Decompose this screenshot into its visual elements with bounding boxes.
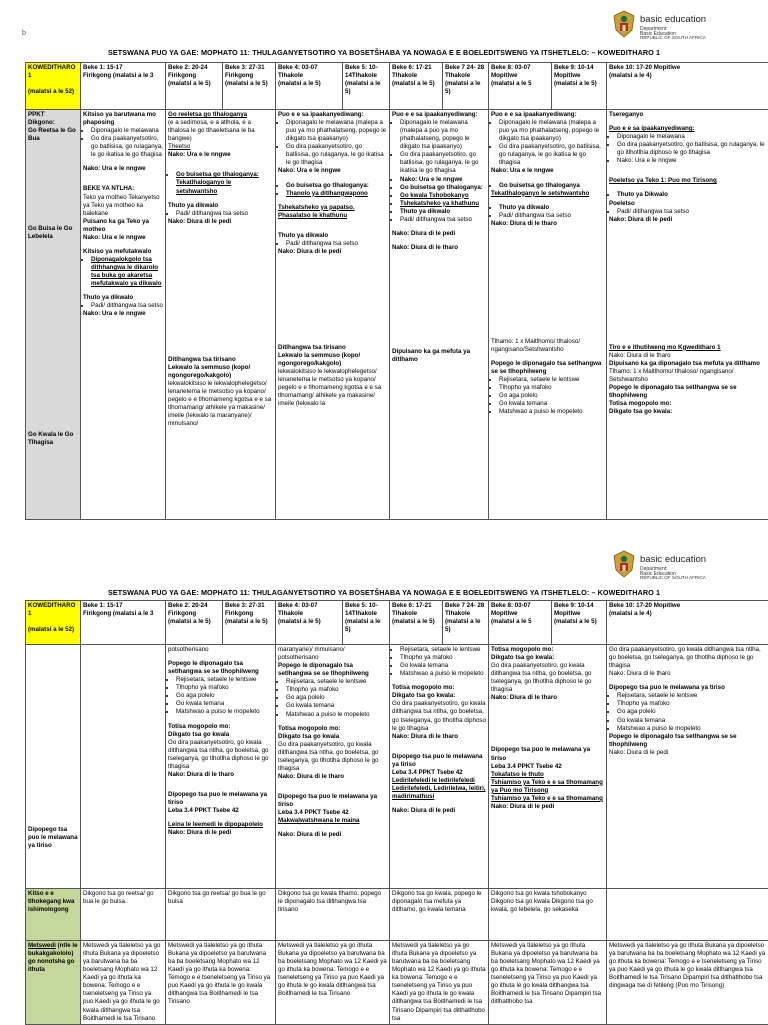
week-4-5-content: maranyane)/ mmulsano/ potsotherisano Popego le diponagalo tsa setlhangwa se se tlhophilweng • Rejisetara, setaele le lentswe • Tlhopho ya mafoko • Go aga polelo • Go kwala temana • Matshwao a puiso le mopeleto Totisa mogopolo mo: Dikgato tsa go kwala Go dira paakanyetsotiro, go kwala ditlhangwa tsa ntlha, go boeletsa, go tseleganya, go tlhotlha diphoso le go tlhagisa Nako: Diura di le tharo Dipopego tsa puo le melawana ya tiriso Leba 3.4 PPKT Tsebe 42 Makwalwatshwana le maina Nako: Diura di le pedi xyxy=(276,645,390,889)
kitso-week-8-9: Dikgono tsa go kwala tshobokanyo Dikgono tsa go kwala Dikgono tsa go kwala, go lebelela, go sekaseka xyxy=(489,889,607,941)
header-week-9: Beke 9: 10-14 Mopitlwe (malatsi a le 5) xyxy=(552,63,607,110)
side-label-kitso: Kitso e e tlhokegang kwa ishimologong xyxy=(26,889,81,941)
dbe-logo xyxy=(612,548,752,582)
side-label-metswedi: Metswedi (ntle le bukakgakololo) go nonotsha go ithuta xyxy=(26,941,81,1025)
header-week-4: Beke 4: 03-07 Tlhakole (malatsi a le 5) xyxy=(276,601,343,645)
header-week-2: Beke 2: 20-24 Firikgong (malatsi a le 5) xyxy=(166,601,223,645)
content-row xyxy=(26,645,768,889)
prior-knowledge-row xyxy=(26,889,768,941)
logo-line-3: Basic Education xyxy=(640,31,676,37)
header-week-7: Beke 7 24- 28 Tlhakole (malatsi a le 5) xyxy=(443,63,489,110)
header-week-1: Beke 1: 15-17 Firikgong (malatsi a le 3 xyxy=(81,63,166,110)
metswedi-week-8-9: Metswedi ya tlaleletso ya go ithuta Bukana ya dipoeletso ya barutwana ba ba boeletsang Mophato wa 12 Kaedi ya go ithuta ka bowena: Temogo e e tseneletseng ya Tiriso ya puo Kaedi ya go ithuta le go kwala ditlhangwa tsa Boitlhamedi le tsa Tirisano Dipampiri tsa ditlhatlhobo tsa xyxy=(489,941,607,1025)
metswedi-week-4-5: Metswedi ya tlaleletso ya go ithuta Bukana ya dipoeletso ya barutwana ba ba boeletsang Mophato wa 12 Kaedi ya go ithuta ka bowena: Temogo e e tseneletseng ya Tiriso ya puo Kaedi ya go ithuta le go kwala ditlhangwa tsa Boitlhamedi le tsa Tirisano xyxy=(276,941,390,1025)
kitso-week-2-3: Dikgono tsa go reetsa/ go bua le go buisa xyxy=(166,889,276,941)
header-week-5: Beke 5: 10-14Tlhakole (malatsi a le 5) xyxy=(343,63,390,110)
header-week-1: Beke 1: 15-17 Firikgong (malatsi a le 3 xyxy=(81,601,166,645)
week-10-content: Go dira paakanyetsotiro, go kwala ditlhangwa tsa ntlha, go boeletsa, go tseleganya, go tlhotlha diphoso le go tlhagisa Nako: Diura di le tharo Dipopego tsa puo le melawana ya tiriso • Rejisetara, setaele le lentswe • Tlhopho ya mafoko • Go aga polelo • Go kwala temana • Matshwao a puiso le mopeleto Popego le diponagalo tsa setlhangwa se se tlhophilweng Nako: Diura di le pedi xyxy=(607,645,768,889)
logo-line-4: REPUBLIC OF SOUTH AFRICA xyxy=(640,575,706,580)
header-week-6: Beke 6: 17-21 Tlhakole (malatsi a le 5) xyxy=(390,601,443,645)
header-week-5: Beke 5: 10-14Tlhakole (malatsi a le 5) xyxy=(343,601,390,645)
header-week-6: Beke 6: 17-21 Tlhakole (malatsi a le 5) xyxy=(390,63,443,110)
header-week-7: Beke 7 24- 28 Tlhakole (malatsi a le 5) xyxy=(443,601,489,645)
week-2-3-content: Go reeletsa go tlhaloganya (e a sedimosa, e a atlhola, e a tlhalosa le go tlhaeletsana le ba bangwe) Theetso Nako: Ura e le nngwe • Go buisetsa go tlhaloganya: Tekatlhaloganyo le setshwantsho Thuto ya dikwalo • Padi/ ditlhangwa tsa setso Nako: Diura di le pedi Ditlhangwa tsa tirisano Lekwalo la semmuso (kopo/ ngongorego/kakgolo) lekwalokitsiso le lekwalophelegetso/ lenanetema le metsotso ya kopano/ pegelo e e tlhomameng kgotsa e e sa tlhomamang/ athikele ya makasine/ imeile (lekwalo la maranyane)/ mmulsano/ xyxy=(166,110,276,520)
kitso-week-1: Dikgono tsa go reetsa/ go bua le go buisa. xyxy=(81,889,166,941)
header-row xyxy=(26,63,768,110)
metswedi-week-1: Metswedi ya tlaleletso ya go ithuta Bukana ya dipoeletso ya barutwana ba ba boeletsang Mophato wa 12 Kaedi ya go ithuta ka bowena: Temogo e e tseneletseng ya Tiriso ya puo Kaedi ya go ithuta le go kwala ditlhangwa tsa Boitlhamedi le tsa Tirisano xyxy=(81,941,166,1025)
week-10-content: Tsereganyo Puo e e sa ipaakanyediwang: • Diponagalo le melawana • Go dira paakanyetsotiro, go batlisisa, go rulaganya, le go itlhotlhia diphoso le go tlhagisa • Nako: Ura e le nngwe Poeletso ya Teko 1: Puo mo Tirisong • Thuto ya Dikwalo Poeletso • Padi/ ditlhangwa tsa setso Nako: Diura di le pedi Tiro e e ithutilweng mo Kgweditharo 1 Nako: Diura di le tharo Dipuisano ka ga diponagalo tsa mefuta ya ditlhamo Tlhamo: 1 x Maitlhomo/ tlhaloso/ ngangisano/ Setshwantsho Popego le diponagalo tsa setlhangwa se se tlhophilweng Totisa mogopolo mo: Dikgato tsa go kwala: xyxy=(607,110,768,520)
kitso-week-10 xyxy=(607,889,768,941)
week-6-7-content: • Rejisetara, setaele le lentswe • Tlhopho ya mafoko • Go kwala temana • Matshwao a puiso le mopeleto Totisa mogopolo mo: Dikgato tsa go kwala: Go dira paakanyetsotiro, go kwala ditlhangwa tsa ntlha, go boeletsa, go tseleganya, go tlhotlha diphoso le go tlhagisa Nako: Diura di le tharo Dipopego tsa puo le melawana ya tiriso Leba 3.4 PPKT Tsebe 42 Ledirilefeledi le ledirilefeledi Ledirilefeledi, Ledirilelwa, leitiri, madirimathusi Nako: Diura di le pedi xyxy=(390,645,489,889)
week-8-9-content: Puo e e sa ipaakanyediwang: • Diponagalo le melawana (malepa a puo ya mo phathalatseng, popego le dikgato tsa ipaakanyo) • Go dira paakanyetsotiro, go batlisisa, go rulaganya, le go ikatisa le go tlhagisa Nako: Ura e le nngwe • Go buisetsa go tlhaloganya Tekatlhaloganyo le setshwantsho • Thuto ya dikwalo • Padi/ ditlhangwa tsa setso Nako: Diura di le tharo Tlhamo: 1 x Maitlhomo/ tlhaloso/ ngangisano/Setshwantsho Popego le diponagalo tsa setlhangwa se se tlhophilweng • Rejisetara, setaele le lentswe • Tlhopho ya mafoko • Go aga polelo • Go kwala temana • Matshwao a puiso le mopeleto xyxy=(489,110,607,520)
week-1-content xyxy=(81,645,166,889)
header-week-10: Beke 10: 17-20 Mopitlwe (malatsi a le 4) xyxy=(607,601,768,645)
schedule-table-1 xyxy=(25,62,768,520)
week-4-5-content: Puo e e sa ipaakanyediwang: • Diponagalo le melawana (malepa a puo ya mo phathalatseng, popego le dikgato tsa ipaakanyo) • Go dira paakanyetsotiro, go batlisisa, go rulaganya, le go ikatisa le go tlhagisa Nako: Ura e le nngwe • Go buisetsa go tlhaloganya: • Thanolo ya ditlhangwapono Tshekatsheko ya papatso. Phasalatso le khathunu Thuto ya dikwalo • Padi/ ditlhangwa tsa setso Nako: Diura di le pedi Ditlhangwa tsa tirisano Lekwalo la semmuso (kopo/ ngongorego/kakgolo) lekwalokitsiso le lekwalophelegetso/ lenanetema le metsotso ya kopano/ pegelo e e tlhomameng kgotsa e e sa tlhomamang/ athikele ya makasine/ imeile (lekwalo la xyxy=(276,110,390,520)
coat-of-arms-icon xyxy=(612,10,636,38)
logo-line-1: basic education xyxy=(640,554,706,565)
week-2-3-content: potsotherisano Popego le diponagalo tsa setlhangwa se se tlhophilweng • Rejisetara, setaele le lentswe • Tlhopho ya mafoko • Go aga polelo • Go kwala temana • Matshwao a puiso le mopeleto Totisa mogopolo mo: Dikgato tsa go kwala Go dira paakanyetsotiro, go kwala ditlhangwa tsa ntlha, go boeletsa, go tseleganya, go tlhotlha diphoso le go tlhagisa Nako: Diura di le tharo Dipopego tsa puo le melawana ya tiriso Leba 3.4 PPKT Tsebe 42 Leina le leemedi le dipopapolelo Nako: Diura di le pedi xyxy=(166,645,276,889)
week-6-7-content: Puo e e sa ipaakanyediwang: • Diponagalo le melawana (malepa a puo ya mo phathalatseng, popego le dikgato tsa ipaakanyo) • Go dira paakanyetsotiro, go batlisisa, go rulaganya, le go ikatisa le go tlhagisa • Nako: Ura e le nngwe • Go buisetsa go tlhaloganya: • Go kwala Tshobokanyo • Tshekatsheko ya khathunu • Thuto ya dikwalo • Padi/ ditlhangwa tsa setso Nako: Diura di le pedi Nako: Diura di le tharo Dipuisano ka ga mefuta ya ditlhamo xyxy=(390,110,489,520)
metswedi-week-10: Metswedi ya tlaleletso ya go ithuta Bukana ya dipoeletso ya barutwana ba ba boeletsang Mophato wa 12 Kaedi ya go ithuta ka bowena: Temogo e e tseneletseng ya Tiriso ya puo Kaedi ya go ithuta le go kwala ditlhangwa tsa Boitlhamedi le tsa Tirisano Dipampiri tsa ditlhatlhobo tsa dingwaga tse di fetileng (Puo mo Tirisong) xyxy=(607,941,768,1025)
resources-row xyxy=(26,941,768,1025)
header-week-3: Beke 3: 27-31 Firikgong (malatsi a le 5) xyxy=(223,601,276,645)
header-kwedi: KOWEDITHARO 1 (malatsi a le 52) xyxy=(26,601,81,645)
header-row xyxy=(26,601,768,645)
header-week-2: Beke 2: 20-24 Firikgong (malatsi a le 5) xyxy=(166,63,223,110)
content-row xyxy=(26,110,768,520)
schedule-table-2 xyxy=(25,600,768,1025)
header-kwedi: KOWEDITHARO 1 (malatsi a le 52) xyxy=(26,63,81,110)
metswedi-week-6-7: Metswedi ya tlaleletso ya go ithuta Bukana ya dipoeletso ya barutwana ba ba boeletsang Mophato wa 12 Kaedi ya go ithuta ka bowena: Temogo e e tseneletseng ya Tiriso ya puo Kaedi ya go ithuta le go kwala ditlhangwa tsa Boitlhamedi le tsa Tirisano Dipampiri tsa ditlhatlhobo tsa xyxy=(390,941,489,1025)
document-page-2 xyxy=(0,540,768,1024)
page-marker: b xyxy=(22,30,26,37)
metswedi-week-2-3: Metswedi ya tlaleletso ya go ithuta Bukana ya dipoeletso ya barutwana ba ba boeletsang Mophato wa 12 Kaedi ya go ithuta ka bowena: Temogo e e tseneletseng ya Tiriso ya puo Kaedi ya go ithuta le go kwala ditlhangwa tsa Boitlhamedi le tsa Tirisano xyxy=(166,941,276,1025)
header-week-9: Beke 9: 10-14 Mopitlwe (malatsi a le 5) xyxy=(552,601,607,645)
logo-line-2: Department: xyxy=(640,26,668,32)
week-8-9-content: Totisa mogopolo mo: Dikgato tsa go kwala: Go dira paakanyetsotiro, go kwala ditlhangwa tsa ntlha, go boeletsa, go tseleganya, go tlhotlha diphoso le go tlhagisa Nako: Diura di le tharo Dipopego tsa puo le melawana ya tiriso Leba 3.4 PPKT Tsebe 42 Tokafatso le thuto Tshiamiso ya Teko e e sa tlhomamang ya Puo mo Tirisong Tshiamiso ya Teko e e sa tlhomamang Nako: Diura di le pedi xyxy=(489,645,607,889)
logo-line-3: Basic Education xyxy=(640,571,676,577)
header-week-3: Beke 3: 27-31 Firikgong (malatsi a le 5) xyxy=(223,63,276,110)
kitso-week-6-7: Dikgono tsa go kwala, popego le diponagalo tsa mefuta ya ditlhamo, go kwala temana xyxy=(390,889,489,941)
logo-line-4: REPUBLIC OF SOUTH AFRICA xyxy=(640,35,706,40)
coat-of-arms-icon xyxy=(612,550,636,578)
header-week-4: Beke 4: 03-07 Tlhakole (malatsi a le 5) xyxy=(276,63,343,110)
header-week-8: Beke 8: 03-07 Mopitlwe (malatsi a le 5 xyxy=(489,63,552,110)
logo-line-2: Department: xyxy=(640,566,668,572)
document-title: SETSWANA PUO YA GAE: MOPHATO 11: THULAGANYETSOTIRO YA BOSETŠHABA YA NOWAGA E E BOELEDITSWENG YA ITSHETLELO: – KOWEDITHARO 1 xyxy=(0,588,768,597)
header-week-10: Beke 10: 17-20 Mopitlwe (malatsi a le 4) xyxy=(607,63,768,110)
header-week-8: Beke 8: 03-07 Mopitlwe (malatsi a le 5 xyxy=(489,601,552,645)
kitso-week-4-5: Dikgono tsa go kwala tlhamo, popego le diponagalo tsa ditlhangwa tsa tirisano xyxy=(276,889,390,941)
document-title: SETSWANA PUO YA GAE: MOPHATO 11: THULAGANYETSOTIRO YA BOSETŠHABA YA NOWAGA E E BOELEDITSWENG YA ITSHETLELO: – KOWEDITHARO 1 xyxy=(0,48,768,57)
side-label-dipopego: Dipopego tsa puo le melawana ya tiriso xyxy=(26,645,81,889)
logo-line-1: basic education xyxy=(640,14,706,25)
side-labels: PPKT Dikgono: Go Reetsa le Go Bua Go Buisa le Go Lebelela Go Kwala le Go Tlhagisa xyxy=(26,110,81,520)
dbe-logo xyxy=(612,8,752,42)
week-1-content: Kitsiso ya barutwana mo phaposing • Diponagalo le melawana • Go dira paakanyetsotiro, go batlisisa, go rulaganya, le go ikatisa le go tlhagisa Nako: Ura e le nngwe BEKE YA NTLHA: Teko ya motheo Tekanyetso ya Teko ya motheo ka balekane Puisano ka ga Teko ya motheo Nako: Ura e le nngwe Kitsiso ya mefutakwalo • Diponagalokgolo tsa dithhangwa le dikarolo tsa buka go akaretsa mefutakwalo ya dikwalo Thuto ya dikwalo • Padi/ ditlhangwa tsa setso Nako: Ura e le nngwe xyxy=(81,110,166,520)
